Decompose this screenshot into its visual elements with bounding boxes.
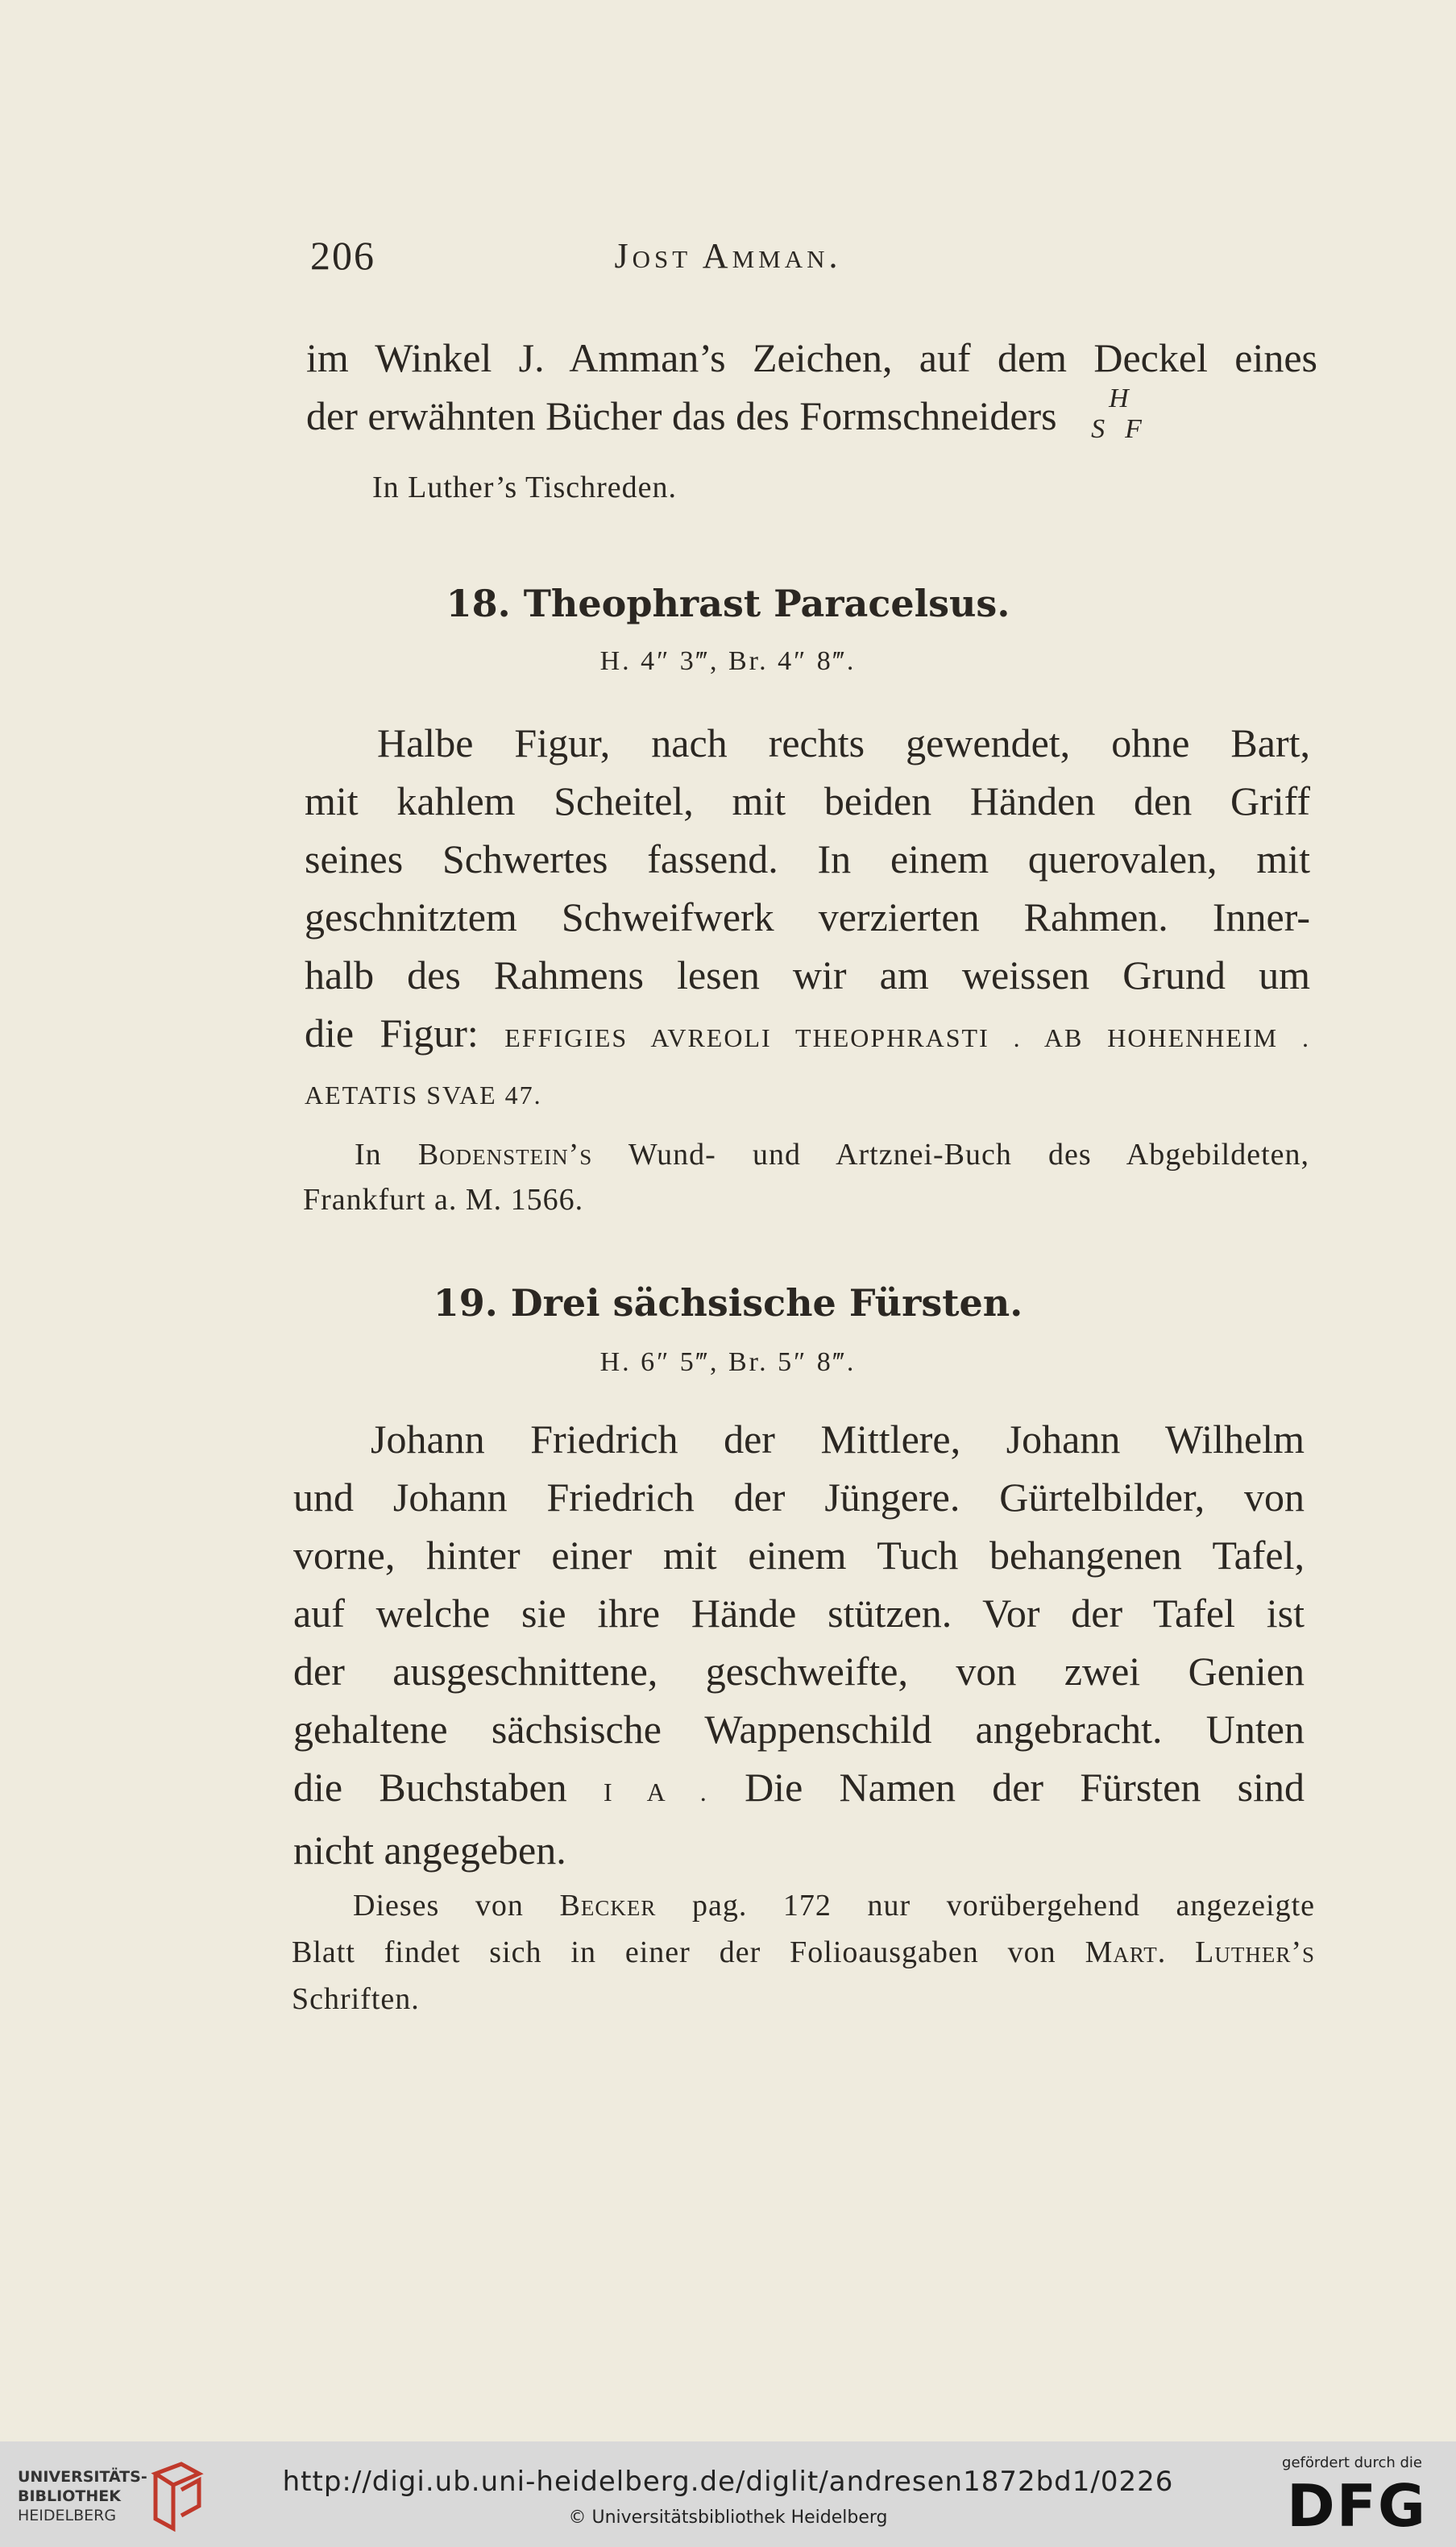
- source-author: Bodenstein’s: [417, 1138, 593, 1172]
- formschneider-monogram: [1067, 384, 1155, 444]
- text-line: auf welche sie ihre Hände stützen. Vor der Tafel ist: [293, 1591, 1305, 1636]
- note-author: Mart. Luther’s: [1085, 1935, 1316, 1969]
- note-text: pag. 172 nur vorübergehend angezeigte: [691, 1889, 1316, 1923]
- text-line: vorne, hinter einer mit einem Tuch behangenen Tafel,: [293, 1533, 1305, 1578]
- entry-18-description: [305, 714, 1310, 1123]
- note-line: [292, 1929, 1315, 1976]
- entry-18-heading: 18. Theophrast Paracelsus.: [446, 582, 1010, 625]
- text-line: [293, 1758, 1305, 1821]
- note-line: Schriften.: [292, 1982, 420, 2016]
- logo-line: HEIDELBERG: [18, 2507, 117, 2524]
- note-author: Becker: [559, 1889, 657, 1923]
- source-line: [355, 1131, 1309, 1178]
- entry-19-note: [292, 1882, 1315, 2022]
- text-line: Johann Friedrich der Mittlere, Johann Wilhelm: [371, 1417, 1305, 1462]
- copyright-notice: © Universitätsbibliothek Heidelberg: [568, 2508, 888, 2528]
- page-number: 206: [310, 233, 375, 278]
- note-text: Dieses von: [353, 1889, 524, 1923]
- inscription-line: AETATIS SVAE 47.: [305, 1081, 542, 1110]
- funding-label: gefördert durch die: [1282, 2454, 1422, 2471]
- text-line-content: die Figur:: [305, 1010, 479, 1056]
- text-line-content: der erwähnten Bücher das des Formschneiders: [306, 393, 1057, 438]
- note-text: Blatt findet sich in einer der Folioausgaben von: [292, 1935, 1056, 1969]
- entry-19-dimensions: H. 6″ 5‴, Br. 5″ 8‴.: [599, 1347, 857, 1377]
- entry-19-description: [293, 1410, 1305, 1879]
- monogram-left: S: [1091, 414, 1105, 444]
- text-line: [306, 384, 1317, 445]
- text-line: mit kahlem Scheitel, mit beiden Händen den Griff: [305, 778, 1310, 823]
- inscription-letters: I A .: [603, 1778, 708, 1807]
- text-line-content: Die Namen der Fürsten sind: [745, 1765, 1305, 1810]
- text-line: gehaltene sächsische Wappenschild angebracht. Unten: [293, 1707, 1305, 1752]
- text-line: geschnitztem Schweifwerk verzierten Rahmen. Inner-: [305, 894, 1310, 940]
- monogram-top: H: [1109, 384, 1129, 413]
- text-line: im Winkel J. Amman’s Zeichen, auf dem Deckel eines: [306, 335, 1317, 380]
- entry-18-source: [355, 1131, 1309, 1178]
- text-line: nicht angegeben.: [293, 1827, 566, 1873]
- viewer-footer: [0, 2441, 1456, 2547]
- intro-note: In Luther’s Tischreden.: [372, 471, 677, 504]
- source-prefix: In: [355, 1138, 382, 1172]
- logo-line: BIBLIOTHEK: [18, 2487, 121, 2505]
- monogram-right: F: [1125, 414, 1142, 444]
- dfg-logo[interactable]: DFG: [1286, 2472, 1427, 2540]
- entry-18-dimensions: H. 4″ 3‴, Br. 4″ 8‴.: [599, 646, 857, 676]
- text-line: seines Schwertes fassend. In einem querovalen, mit: [305, 836, 1310, 881]
- source-title: Wund- und Artznei-Buch des Abgebildeten,: [628, 1138, 1309, 1172]
- text-line: halb des Rahmens lesen wir am weissen Grund um: [305, 952, 1310, 998]
- running-title: Jost Amman.: [614, 236, 842, 276]
- logo-line: UNIVERSITÄTS-: [18, 2468, 147, 2486]
- entry-18-source-line-2: Frankfurt a. M. 1566.: [303, 1183, 584, 1217]
- text-line: der ausgeschnittene, geschweifte, von zwei Genien: [293, 1649, 1305, 1694]
- entry-19-heading: 19. Drei sächsische Fürsten.: [433, 1281, 1023, 1325]
- text-line: Halbe Figur, nach rechts gewendet, ohne Bart,: [377, 720, 1310, 765]
- text-line: [305, 1004, 1310, 1067]
- text-line: und Johann Friedrich der Jüngere. Gürtelbilder, von: [293, 1475, 1305, 1520]
- text-line-content: die Buchstaben: [293, 1765, 567, 1810]
- note-line: [292, 1882, 1315, 1929]
- permalink-url[interactable]: http://digi.ub.uni-heidelberg.de/diglit/andresen1872bd1/0226: [282, 2466, 1174, 2498]
- inscription-text: EFFIGIES AVREOLI THEOPHRASTI . AB HOHENHEIM .: [504, 1023, 1311, 1052]
- intro-paragraph: [306, 329, 1317, 445]
